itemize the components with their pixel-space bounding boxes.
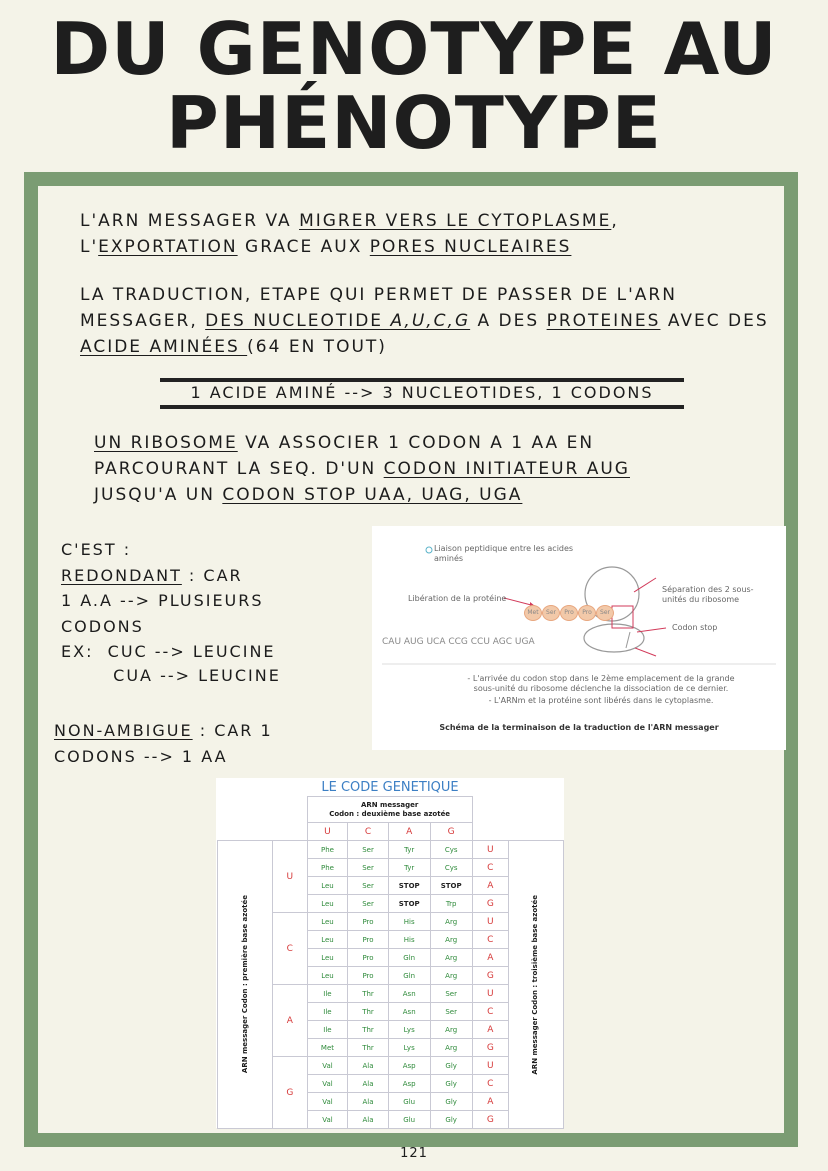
amino-acid-cell: His	[388, 913, 430, 931]
amino-acid-cell: Pro	[348, 931, 388, 949]
first-base-axis-label: ARN messager Codon : première base azotée	[240, 895, 249, 1074]
amino-acid-cell: Tyr	[388, 859, 430, 877]
underlined-text: PROTEINES	[546, 311, 661, 331]
amino-acid-cell: Cys	[430, 859, 472, 877]
amino-acid-cell: Ser	[348, 841, 388, 859]
first-base-axis	[218, 841, 273, 1129]
mrna-sequence: CAU AUG UCA CCG CCU AGC UGA	[382, 637, 535, 647]
text: LA TRADUCTION, ETAPE QUI PERMET DE PASSER DE L'ARN MESSAGER,	[80, 285, 677, 331]
third-base-cell: G	[472, 1039, 508, 1057]
underlined-text: PORES NUCLEAIRES	[369, 237, 572, 257]
amino-acid-cell: Leu	[307, 913, 348, 931]
arrow-line	[637, 628, 666, 632]
third-base-cell: A	[472, 1021, 508, 1039]
amino-acid-cell: Ile	[307, 1021, 348, 1039]
underlined-text	[205, 311, 470, 331]
amino-acid-cell: Pro	[348, 949, 388, 967]
amino-acid-cell: Gln	[388, 949, 430, 967]
text: (64 EN TOUT)	[247, 337, 387, 357]
header-row-1	[218, 797, 564, 823]
amino-acid-bead: Met	[524, 605, 542, 621]
label-separation: Séparation des 2 sous-unités du ribosome	[662, 585, 754, 604]
genetic-code-title: LE CODE GENETIQUE	[321, 780, 459, 795]
amino-acid-cell: Tyr	[388, 841, 430, 859]
third-base-cell: G	[472, 895, 508, 913]
amino-acid-cell: Ile	[307, 1003, 348, 1021]
figure-note-1: - L'arrivée du codon stop dans le 2ème emplacement de la grande sous-unité du ribosome déclenche la dissociation de ce dernier.	[467, 674, 735, 693]
text: AVEC DES	[660, 311, 769, 331]
genetic-code-table	[217, 796, 564, 1129]
header-line-1: ARN messager	[360, 800, 419, 809]
text: : CAR	[181, 565, 243, 585]
amino-acid-cell: Gly	[430, 1075, 472, 1093]
amino-acid-cell: Val	[307, 1111, 348, 1129]
second-base-g: G	[430, 823, 472, 841]
amino-acid-cell: Asp	[388, 1075, 430, 1093]
underlined-text: EXPORTATION	[98, 237, 238, 257]
amino-acid-cell: Glu	[388, 1093, 430, 1111]
amino-acid-cell: Leu	[307, 967, 348, 985]
amino-acid-cell: His	[388, 931, 430, 949]
text: DES NUCLEOTIDE	[205, 311, 391, 331]
underlined-text: CODON STOP UAA, UAG, UGA	[222, 485, 523, 505]
amino-acid-bead: Ser	[542, 605, 560, 621]
text: A DES	[470, 311, 547, 331]
divider-bottom	[160, 405, 684, 409]
amino-acid-bead: Pro	[560, 605, 578, 621]
text: GRACE AUX	[237, 237, 370, 257]
amino-acid-cell: Cys	[430, 841, 472, 859]
text: JUSQU'A UN	[94, 485, 223, 505]
third-base-cell: C	[472, 859, 508, 877]
amino-acid-cell: Thr	[348, 1021, 388, 1039]
example-2: CUA --> LEUCINE	[113, 665, 281, 685]
amino-acid-bead: Ser	[596, 605, 614, 621]
third-base-cell: C	[472, 1075, 508, 1093]
amino-acid-cell: Thr	[348, 1003, 388, 1021]
third-base-cell: C	[472, 931, 508, 949]
amino-acid-cell: Arg	[430, 967, 472, 985]
amino-acid-cell: Pro	[348, 967, 388, 985]
amino-acid-cell: Val	[307, 1075, 348, 1093]
third-base-cell: A	[472, 949, 508, 967]
first-base-cell: U	[273, 841, 308, 913]
underlined-text: REDONDANT	[61, 565, 182, 585]
third-base-cell: A	[472, 877, 508, 895]
amino-acid-cell: Thr	[348, 985, 388, 1003]
amino-acid-cell: Ser	[348, 895, 388, 913]
amino-acid-cell: Thr	[348, 1039, 388, 1057]
example-line-2	[61, 665, 361, 687]
amino-acid-bead: Pro	[578, 605, 596, 621]
amino-acid-cell: Ala	[348, 1075, 388, 1093]
second-base-a: A	[388, 823, 430, 841]
text: VA ASSOCIER 1 CODON A 1 AA EN PARCOURANT LA SEQ. D'UN	[94, 433, 595, 479]
empty-cell	[508, 823, 563, 841]
amino-acid-cell: Arg	[430, 931, 472, 949]
second-base-header	[307, 797, 472, 823]
pointer-line	[626, 632, 630, 648]
legend-peptide: Liaison peptidique entre les acides aminés	[434, 544, 574, 563]
underlined-text: NON-AMBIGUE	[54, 721, 193, 740]
third-base-cell: G	[472, 1111, 508, 1129]
amino-acid-cell: Ser	[430, 985, 472, 1003]
amino-acid-cell: Trp	[430, 895, 472, 913]
label-liberation: Libération de la protéine	[408, 594, 507, 603]
text: ,	[611, 211, 619, 231]
third-base-cell: C	[472, 1003, 508, 1021]
amino-acid-cell: Ile	[307, 985, 348, 1003]
text: L'ARN MESSAGER VA	[80, 211, 300, 231]
third-base-cell: U	[472, 985, 508, 1003]
empty-cell	[472, 823, 508, 841]
text: L'	[80, 237, 99, 257]
amino-acid-cell: Val	[307, 1093, 348, 1111]
properties-intro: C'EST :	[61, 540, 132, 559]
amino-acid-cell: Lys	[388, 1039, 430, 1057]
second-base-c: C	[348, 823, 388, 841]
third-base-axis	[508, 841, 563, 1129]
third-base-cell: G	[472, 967, 508, 985]
paragraph-migration	[80, 208, 780, 260]
amino-acid-cell: Pro	[348, 913, 388, 931]
empty-cell	[218, 797, 273, 823]
amino-acid-cell: Ala	[348, 1093, 388, 1111]
amino-acid-cell: Arg	[430, 1039, 472, 1057]
text: : CAR 1 CODONS --> 1 AA	[54, 721, 273, 766]
amino-acid-cell: Ser	[430, 1003, 472, 1021]
amino-acid-cell: Asn	[388, 985, 430, 1003]
example-1: CUC --> LEUCINE	[107, 642, 276, 661]
third-base-cell: A	[472, 1093, 508, 1111]
non-ambigue-block	[54, 718, 334, 769]
first-base-cell: C	[273, 913, 308, 985]
amino-acid-cell: Asp	[388, 1057, 430, 1075]
amino-acid-cell: Arg	[430, 913, 472, 931]
amino-acid-cell: Leu	[307, 877, 348, 895]
amino-acid-cell: STOP	[430, 877, 472, 895]
redondant-line	[61, 563, 361, 589]
page-number: 121	[400, 1146, 428, 1161]
amino-acid-cell: Leu	[307, 895, 348, 913]
amino-acid-cell: Gly	[430, 1093, 472, 1111]
amino-acid-cell: Ala	[348, 1111, 388, 1129]
translation-termination-figure	[372, 526, 786, 750]
label-codon-stop: Codon stop	[672, 623, 718, 632]
amino-acid-cell: Arg	[430, 949, 472, 967]
title-line-1: DU GENOTYPE AU	[50, 7, 778, 91]
first-base-cell: G	[273, 1057, 308, 1129]
third-base-cell: U	[472, 1057, 508, 1075]
amino-acid-cell: Gly	[430, 1057, 472, 1075]
header-line-2: Codon : deuxième base azotée	[329, 809, 451, 818]
amino-acid-cell: Gln	[388, 967, 430, 985]
underlined-text: UN RIBOSOME	[94, 433, 238, 453]
amino-acid-cell: Ala	[348, 1057, 388, 1075]
genetic-code-panel	[216, 778, 564, 1128]
paragraph-traduction	[80, 282, 780, 360]
underlined-text: CODON INITIATEUR AUG	[383, 459, 630, 479]
aa-chain	[524, 605, 644, 621]
amino-acid-cell: STOP	[388, 895, 430, 913]
codon-row	[218, 841, 564, 859]
amino-acid-cell: Ser	[348, 859, 388, 877]
third-base-cell: U	[472, 841, 508, 859]
first-base-cell: A	[273, 985, 308, 1057]
amino-acid-cell: Phe	[307, 841, 348, 859]
amino-acid-cell: Leu	[307, 949, 348, 967]
amino-acid-cell: Phe	[307, 859, 348, 877]
empty-cell	[218, 823, 273, 841]
amino-acid-cell: Ser	[348, 877, 388, 895]
peptide-bond-icon	[426, 547, 432, 553]
header-row-2	[218, 823, 564, 841]
amino-acid-cell: Leu	[307, 931, 348, 949]
page-title	[0, 7, 828, 165]
content-frame	[24, 172, 798, 1147]
empty-cell	[273, 823, 308, 841]
underlined-text: MIGRER VERS LE CYTOPLASME	[299, 211, 612, 231]
text: A,U,C,G	[390, 311, 471, 331]
amino-acid-cell: STOP	[388, 877, 430, 895]
amino-acid-cell: Val	[307, 1057, 348, 1075]
underlined-text: ACIDE AMINÉES	[80, 337, 248, 357]
third-base-axis-label: ARN messager Codon : troisième base azotée	[531, 894, 540, 1075]
figure-note-2: - L'ARNm et la protéine sont libérés dans le cytoplasme.	[488, 696, 714, 705]
third-base-cell: U	[472, 913, 508, 931]
redondant-explanation: 1 A.A --> PLUSIEURS CODONS	[61, 591, 264, 636]
example-line-1	[61, 639, 361, 665]
amino-acid-cell: Arg	[430, 1021, 472, 1039]
arrow-line	[635, 648, 656, 656]
second-base-u: U	[307, 823, 348, 841]
title-line-2: PHÉNOTYPE	[166, 81, 662, 165]
amino-acid-cell: Lys	[388, 1021, 430, 1039]
empty-cell	[273, 797, 308, 823]
amino-acid-cell: Gly	[430, 1111, 472, 1129]
paragraph-ribosome	[94, 430, 734, 508]
divider-top	[160, 378, 684, 382]
empty-cell	[472, 797, 508, 823]
figure-caption: Schéma de la terminaison de la traduction de l'ARN messager	[439, 723, 719, 732]
key-rule: 1 ACIDE AMINÉ --> 3 NUCLEOTIDES, 1 CODONS	[190, 383, 654, 402]
amino-acid-cell: Glu	[388, 1111, 430, 1129]
example-label: EX:	[61, 642, 94, 661]
properties-block	[61, 537, 361, 687]
empty-cell	[508, 797, 563, 823]
amino-acid-cell: Asn	[388, 1003, 430, 1021]
amino-acid-cell: Met	[307, 1039, 348, 1057]
